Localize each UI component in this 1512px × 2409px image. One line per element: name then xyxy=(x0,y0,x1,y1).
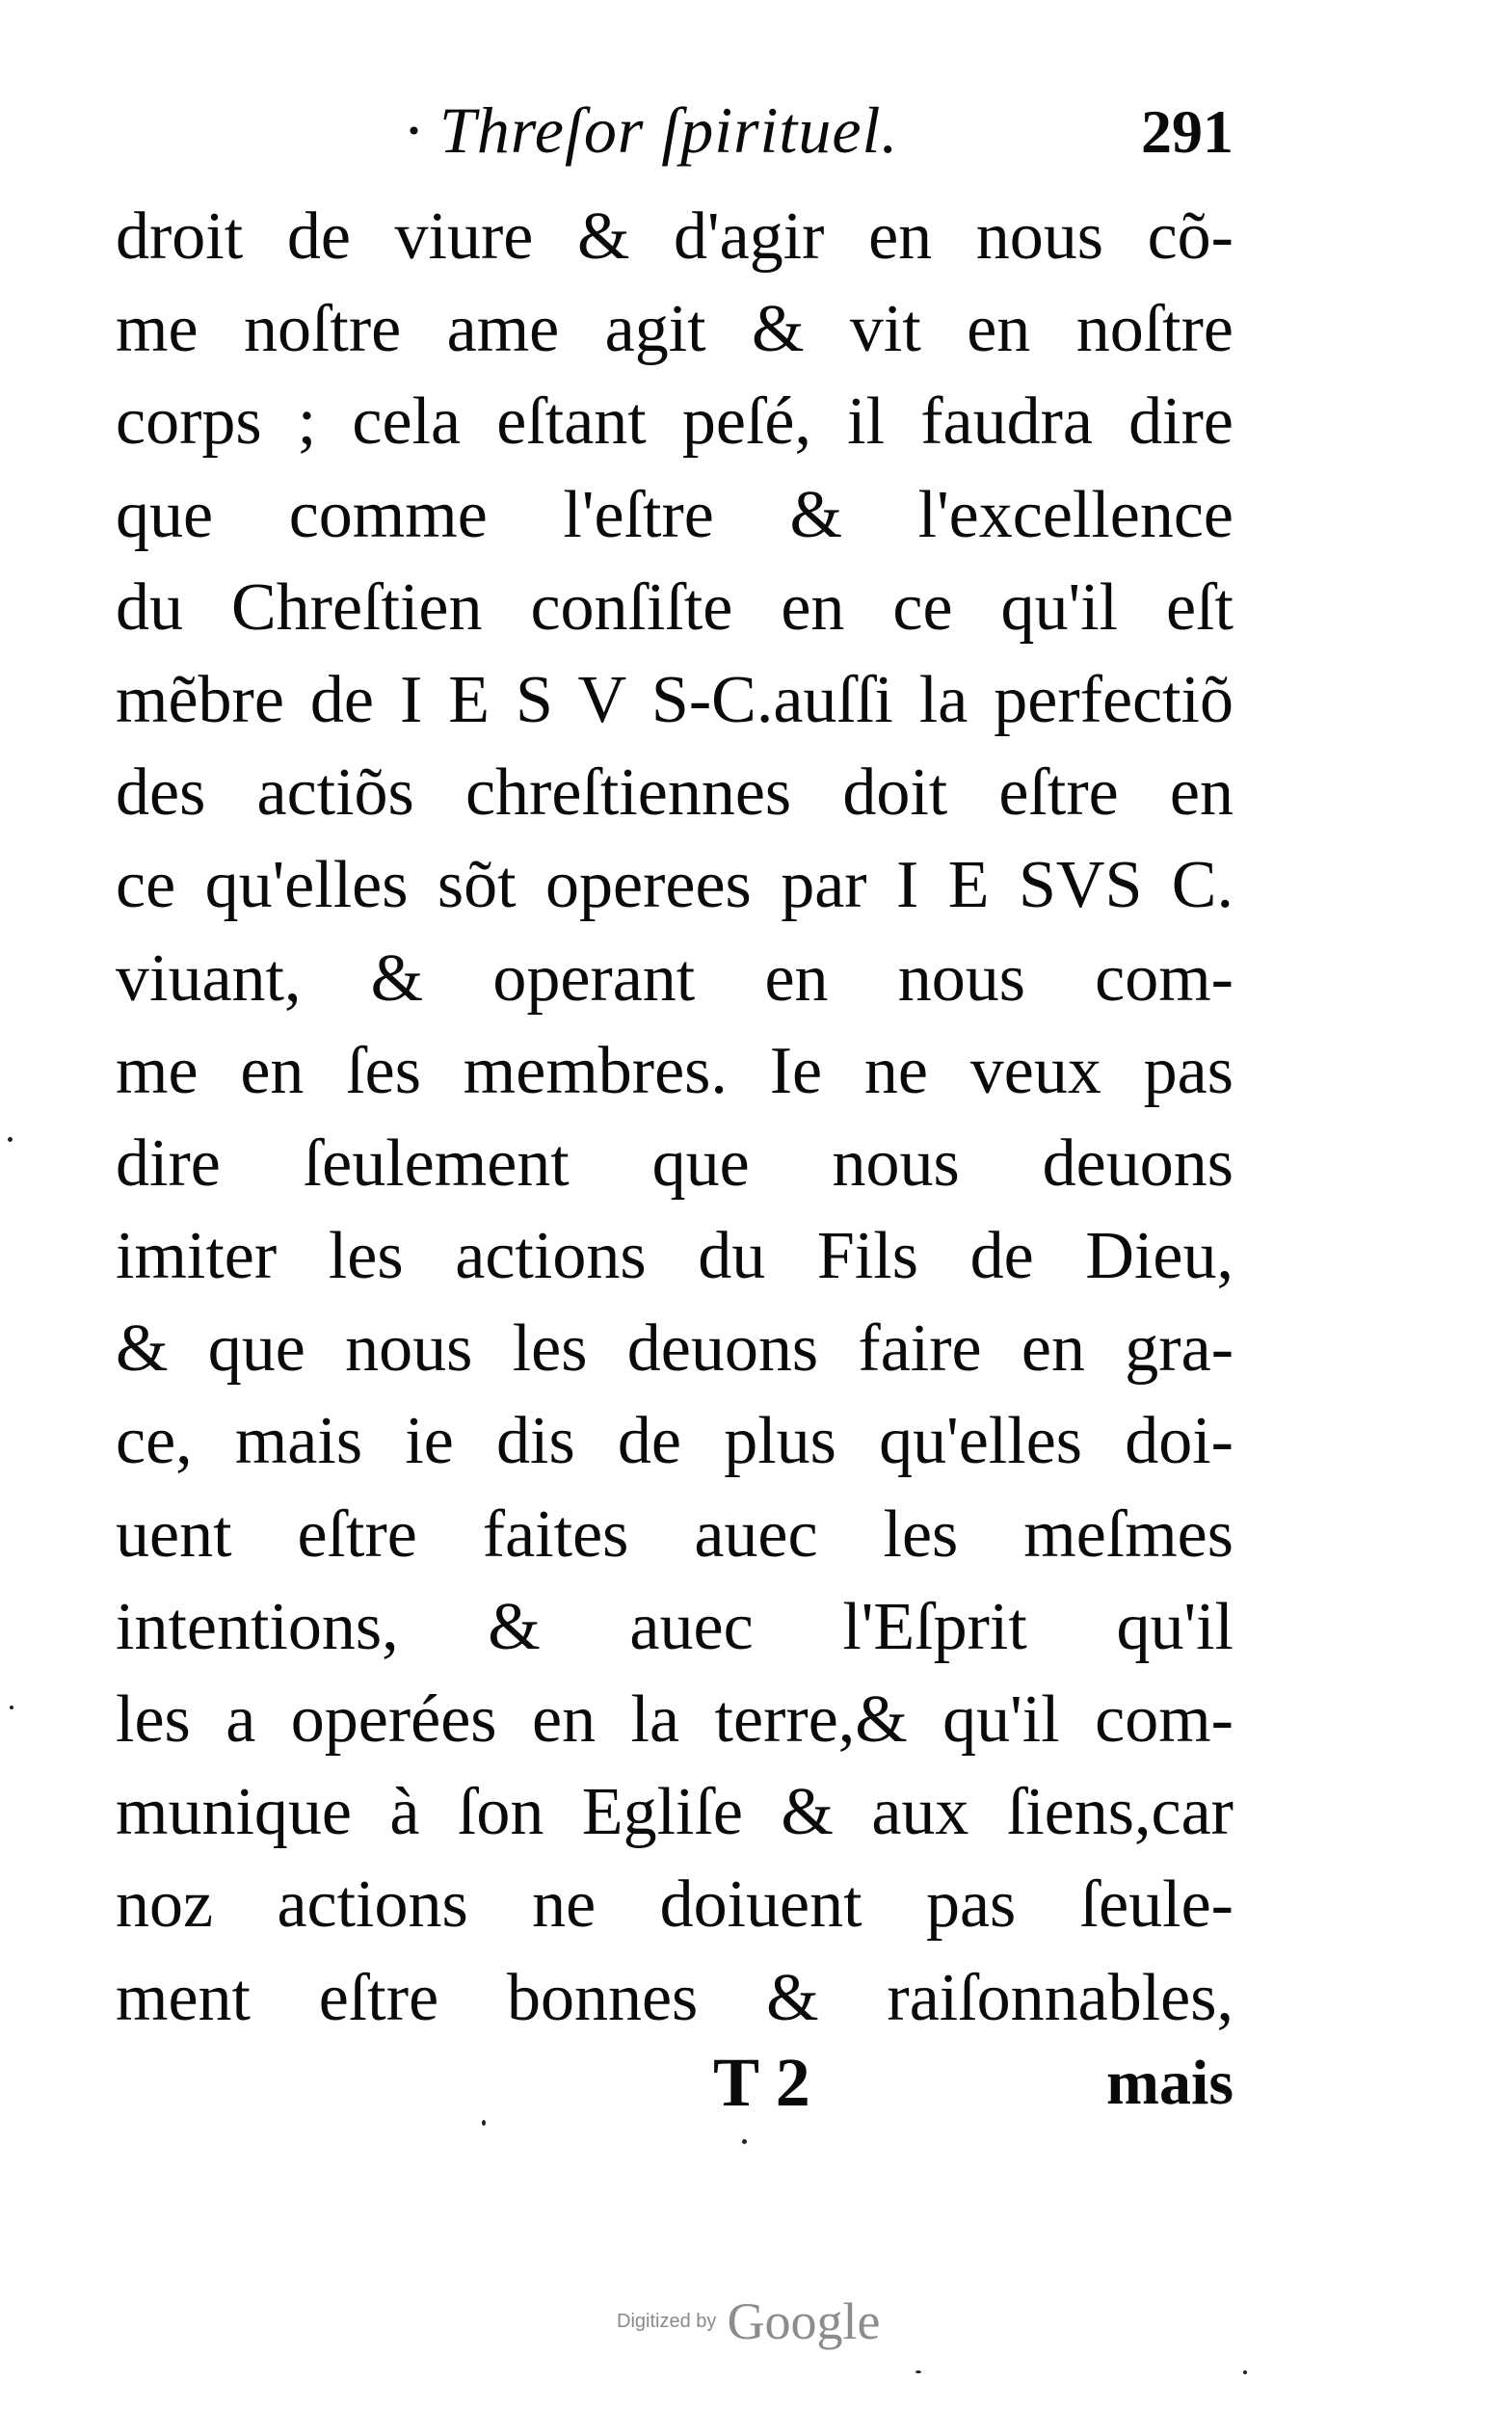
text-line: & que nous les deuons faire en gra- xyxy=(116,1311,1233,1387)
page-number: 291 xyxy=(1141,97,1233,166)
text-line: ce qu'elles sõt operees par I E SVS C. xyxy=(116,848,1233,923)
watermark-prefix: Digitized by xyxy=(617,2310,717,2332)
signature-mark: T 2 xyxy=(713,2044,810,2121)
page-footer xyxy=(116,2043,1233,2130)
text-line: du Chreſtien conſiſte en ce qu'il eſt xyxy=(116,569,1233,645)
text-line: noz actions ne doiuent pas ſeule- xyxy=(116,1867,1233,1943)
text-line: droit de viure & d'agir en nous cõ- xyxy=(116,199,1233,274)
ink-speck xyxy=(482,2120,486,2126)
text-line: intentions, & auec l'Eſprit qu'il xyxy=(116,1589,1233,1664)
text-line: me noſtre ame agit & vit en noſtre xyxy=(116,292,1233,367)
text-line: les a operées en la terre,& qu'il com- xyxy=(116,1682,1233,1757)
ink-speck xyxy=(10,1706,13,1709)
ink-speck xyxy=(742,2139,747,2144)
page-header xyxy=(116,93,1233,170)
text-line: dire ſeulement que nous deuons xyxy=(116,1125,1233,1201)
text-line: viuant, & operant en nous com- xyxy=(116,940,1233,1016)
text-line: que comme l'eſtre & l'excellence xyxy=(116,477,1233,552)
catchword: mais xyxy=(1106,2048,1233,2118)
body-text xyxy=(116,191,1233,2045)
text-line: ce, mais ie dis de plus qu'elles doi- xyxy=(116,1404,1233,1479)
digitized-watermark xyxy=(617,2291,880,2351)
text-line: munique à ſon Egliſe & aux ſiens,car xyxy=(116,1775,1233,1850)
ink-speck xyxy=(1243,2370,1247,2374)
text-line: me en ſes membres. Ie ne veux pas xyxy=(116,1033,1233,1108)
text-line: mẽbre de I E S V S-C.auſſi la perfectiõ xyxy=(116,662,1233,737)
text-line: imiter les actions du Fils de Dieu, xyxy=(116,1219,1233,1294)
ink-speck xyxy=(8,1137,13,1142)
text-line: corps ; cela eſtant peſé, il faudra dire xyxy=(116,384,1233,460)
running-title: · Threſor ſpirituel. xyxy=(405,93,899,167)
text-line: des actiõs chreſtiennes doit eſtre en xyxy=(116,755,1233,831)
watermark-brand: Google xyxy=(727,2292,881,2350)
text-line: ment eſtre bonnes & raiſonnables, xyxy=(116,1960,1233,2035)
text-line: uent eſtre faites auec les meſmes xyxy=(116,1496,1233,1572)
ink-speck xyxy=(915,2370,921,2373)
